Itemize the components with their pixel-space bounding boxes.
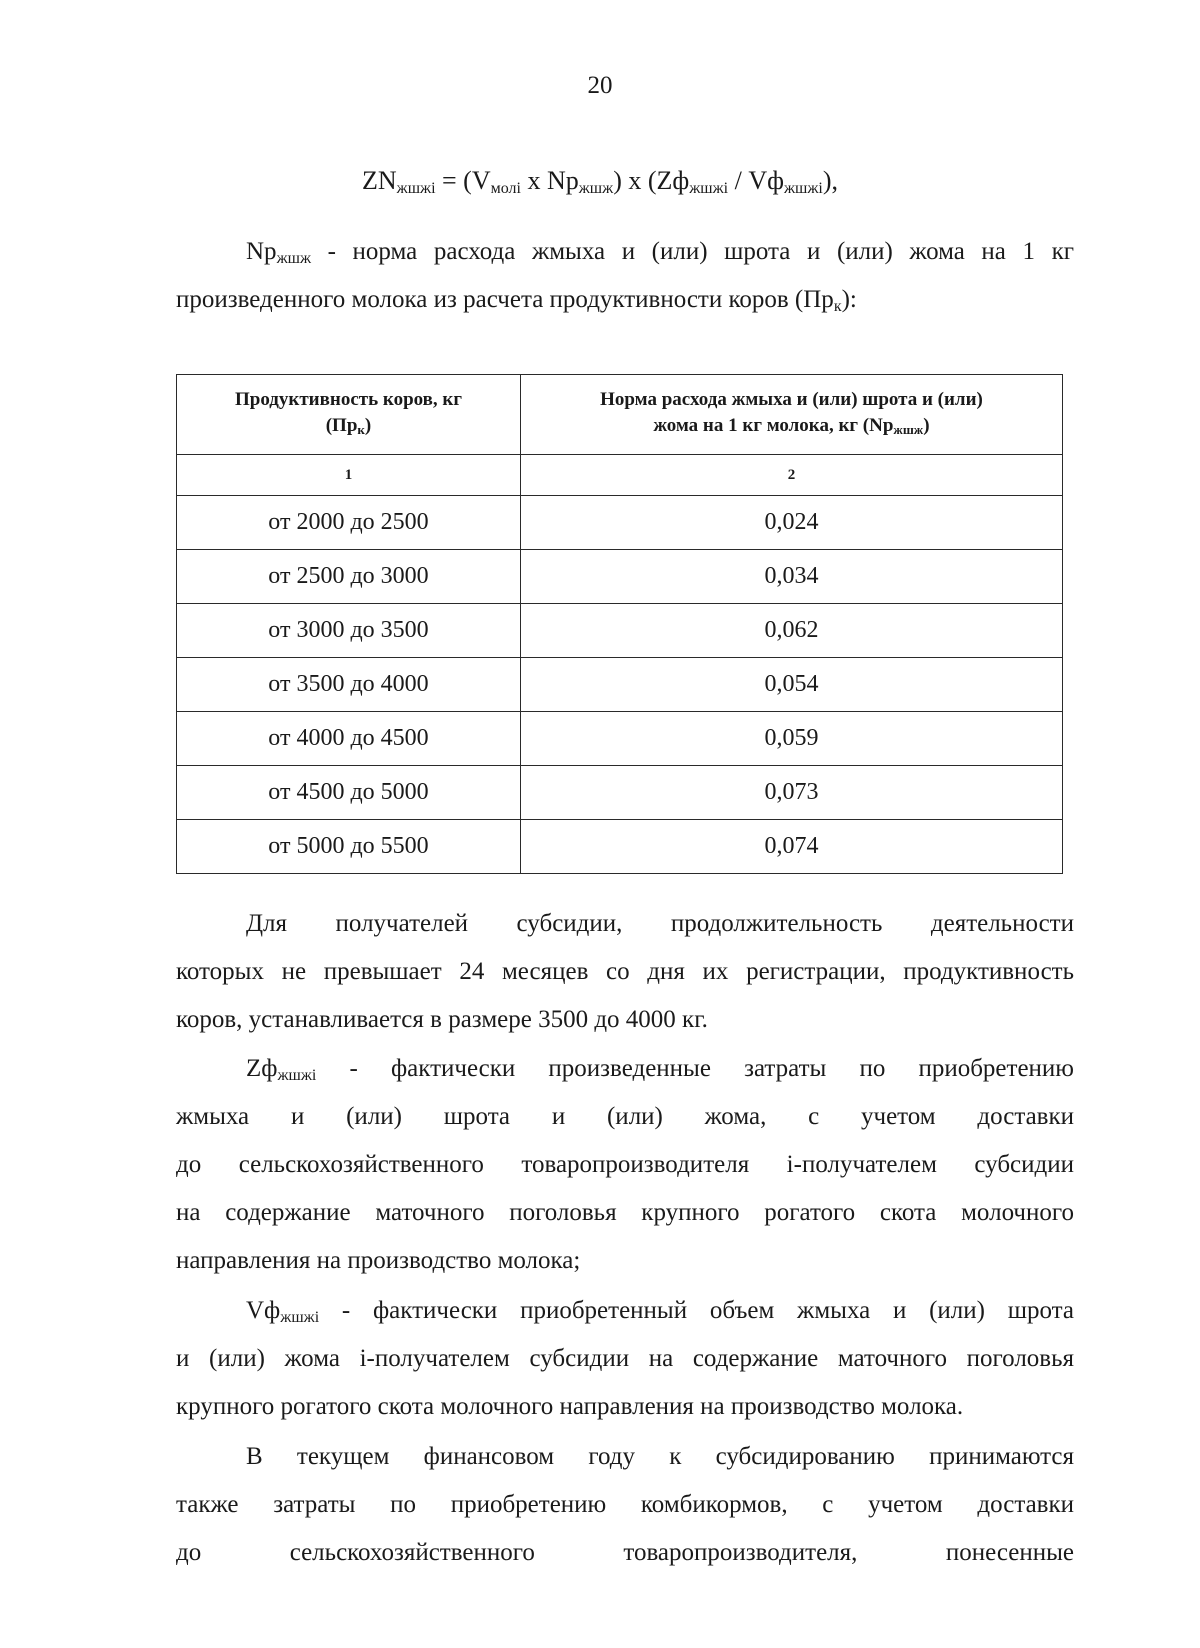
definition-zf-line4 — [176, 1189, 1074, 1237]
table-cell-range: от 4500 до 5000 — [177, 766, 521, 820]
table-cell-norm: 0,034 — [521, 550, 1063, 604]
column-number: 1 — [177, 455, 521, 496]
paragraph-text: В текущем финансовом году к субсидированию принимаются — [246, 1443, 1074, 1470]
paragraph-text: коров, устанавливается в размере 3500 до 4000 кг. — [176, 1006, 708, 1033]
recipients-line2 — [176, 948, 1074, 996]
table-cell-norm: 0,024 — [521, 496, 1063, 550]
table-row — [177, 604, 1063, 658]
table-cell-norm: 0,074 — [521, 820, 1063, 874]
paragraph-text: на содержание маточного поголовья крупного рогатого скота молочного — [176, 1199, 1074, 1226]
header-text: Норма расхода жмыха и (или) шрота и (или) — [600, 388, 983, 410]
definition-np-line2 — [176, 276, 1074, 331]
formula-lhs-subscript: жшжі — [396, 180, 436, 197]
header-text: (Пр — [325, 414, 358, 436]
table-cell-norm: 0,073 — [521, 766, 1063, 820]
definition-zf-line1 — [176, 1045, 1074, 1100]
paragraph-text: до сельскохозяйственного товаропроизводителя і-получателем субсидии — [176, 1151, 1074, 1178]
table-row — [177, 496, 1063, 550]
header-subscript: к — [357, 421, 365, 437]
formula-subscript: жшжі — [783, 180, 823, 197]
table-cell-norm: 0,062 — [521, 604, 1063, 658]
formula-part: x Np — [520, 166, 579, 195]
formula-part: / Vф — [728, 166, 784, 195]
header-subscript: жшж — [893, 421, 924, 437]
table-cell-range: от 3500 до 4000 — [177, 658, 521, 712]
table-row — [177, 712, 1063, 766]
formula-lhs: ZN — [361, 166, 397, 195]
formula-subscript: жшжі — [689, 180, 729, 197]
current-year-line1 — [176, 1433, 1074, 1481]
recipients-line3 — [176, 996, 1074, 1044]
definition-zf-line3 — [176, 1141, 1074, 1189]
paragraph-text: крупного рогатого скота молочного направления на производство молока. — [176, 1393, 964, 1420]
paragraph-text: которых не превышает 24 месяцев со дня их регистрации, продуктивность — [176, 958, 1074, 985]
header-text: Продуктивность коров, кг — [234, 388, 463, 410]
definition-vf-line3 — [176, 1383, 1074, 1431]
definition-vf-line1 — [176, 1287, 1074, 1342]
current-year-line3 — [176, 1529, 1074, 1577]
definition-vf-symbol: Vф — [246, 1297, 281, 1324]
table-row — [177, 820, 1063, 874]
table-row — [177, 658, 1063, 712]
table-cell-range: от 4000 до 4500 — [177, 712, 521, 766]
formula-subscript: жшж — [578, 180, 614, 197]
definition-np-subscript: к — [833, 298, 842, 315]
current-year-line2 — [176, 1481, 1074, 1529]
recipients-line1 — [176, 900, 1074, 948]
column-number: 2 — [521, 455, 1063, 496]
definition-zf-subscript: жшжі — [277, 1067, 317, 1084]
header-text: ) — [923, 414, 930, 436]
definition-np-symbol-subscript: жшж — [276, 250, 311, 267]
table-cell-norm: 0,059 — [521, 712, 1063, 766]
paragraph-text: жмыха и (или) шрота и (или) жома, с учетом доставки — [176, 1103, 1074, 1130]
paragraph-text: направления на производство молока; — [176, 1247, 581, 1274]
paragraph-text: - фактически приобретенный объем жмыха и (или) шрота — [319, 1297, 1074, 1324]
definition-zf-symbol: Zф — [246, 1055, 278, 1082]
table-cell-range: от 2500 до 3000 — [177, 550, 521, 604]
norms-table — [176, 374, 1063, 874]
definition-vf-subscript: жшжі — [280, 1309, 320, 1326]
header-text: ) — [364, 414, 372, 436]
table-header-row — [177, 375, 1063, 455]
paragraph-text: до сельскохозяйственного товаропроизводителя, понесенные — [176, 1539, 1074, 1566]
definition-np-text: - норма расхода жмыха и (или) шрота и (или) жома на 1 кг — [311, 238, 1074, 265]
definition-vf-line2 — [176, 1335, 1074, 1383]
definition-np-line1 — [176, 228, 1074, 283]
table-row — [177, 766, 1063, 820]
definition-np-text: произведенного молока из расчета продуктивности коров (Пр — [176, 286, 834, 313]
table-row — [177, 550, 1063, 604]
formula-part: ) x (Zф — [613, 166, 690, 195]
formula-subscript: молі — [490, 180, 521, 197]
formula-part: = (V — [435, 166, 491, 195]
table-cell-range: от 2000 до 2500 — [177, 496, 521, 550]
header-text: жома на 1 кг молока, кг (Np — [653, 414, 894, 436]
paragraph-text: - фактически произведенные затраты по приобретению — [316, 1055, 1074, 1082]
definition-zf-line2 — [176, 1093, 1074, 1141]
table-cell-range: от 5000 до 5500 — [177, 820, 521, 874]
definition-np-symbol: Np — [246, 238, 277, 265]
paragraph-text: и (или) жома і-получателем субсидии на содержание маточного поголовья — [176, 1345, 1074, 1372]
table-header-productivity — [177, 375, 521, 455]
paragraph-text: также затраты по приобретению комбикормов, с учетом доставки — [176, 1491, 1074, 1518]
table-cell-norm: 0,054 — [521, 658, 1063, 712]
definition-np-text: ): — [841, 286, 857, 313]
formula — [0, 166, 1200, 198]
table-cell-range: от 3000 до 3500 — [177, 604, 521, 658]
paragraph-text: Для получателей субсидии, продолжительность деятельности — [246, 910, 1074, 937]
definition-zf-line5 — [176, 1237, 1074, 1285]
table-header-norm — [521, 375, 1063, 455]
formula-part: ), — [822, 166, 839, 195]
table-column-numbers-row — [177, 455, 1063, 496]
page-number: 20 — [587, 72, 613, 99]
